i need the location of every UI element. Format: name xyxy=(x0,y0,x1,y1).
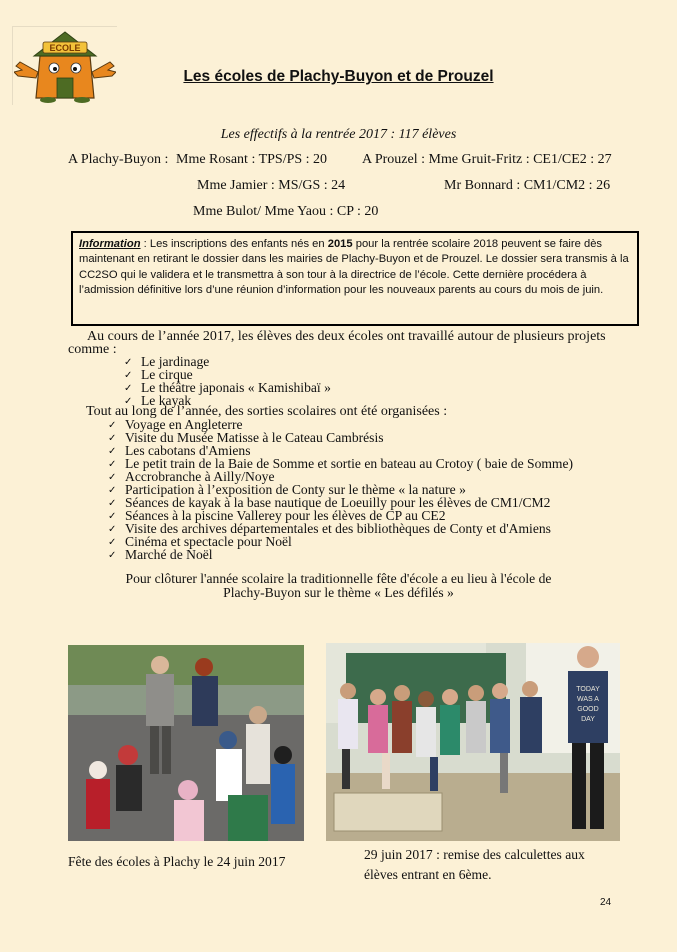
class-prouzel-2: Mr Bonnard : CM1/CM2 : 26 xyxy=(444,178,611,193)
check-icon: ✓ xyxy=(108,524,117,535)
information-text-2: pour la rentrée scolaire 2018 peuvent se faire dès maintenant en retirant le dossier dans les mairies de Plachy-Buyon et de Prouzel. Le dossier sera transmis à la CC2SO qui le validera et le transmettra à son tour à la directrice de l’école. Cette dernière procédera à l’admission définitive lors d’une réunion d’information pour les nouveaux parents au cours du mois de juin. xyxy=(79,238,629,297)
photo-left-caption: Fête des écoles à Plachy le 24 juin 2017 xyxy=(68,854,286,869)
svg-text:GOOD: GOOD xyxy=(577,706,599,713)
list-item: ✓ Le kayak xyxy=(124,393,192,408)
information-text-1: : Les inscriptions des enfants nés en xyxy=(140,238,328,250)
check-icon: ✓ xyxy=(108,433,117,444)
information-year: 2015 xyxy=(327,238,353,250)
list-item: ✓ Marché de Noël xyxy=(108,547,213,562)
projects-intro: Au cours de l’année 2017, les élèves des deux écoles ont travaillé autour de plusieurs projets xyxy=(87,329,606,344)
check-icon: ✓ xyxy=(108,446,117,457)
plachy-label: A Plachy-Buyon : xyxy=(68,152,169,167)
class-plachy-3: Mme Bulot/ Mme Yaou : CP : 20 xyxy=(193,204,379,219)
list-item: ✓ Séances de kayak à la base nautique de Loeuilly pour les élèves de CM1/CM2 xyxy=(108,495,551,510)
list-item: ✓ Le jardinage xyxy=(124,354,210,369)
class-prouzel-1: A Prouzel : Mme Gruit-Fritz : CE1/CE2 : 27 xyxy=(362,152,612,167)
tshirt-text: TODAY xyxy=(576,686,600,693)
list-item: ✓ Le théâtre japonais « Kamishibaï » xyxy=(124,380,331,395)
information-box xyxy=(71,231,639,326)
projects-intro-cont: comme : xyxy=(68,342,117,357)
check-icon: ✓ xyxy=(108,498,117,509)
projects-list xyxy=(124,354,331,408)
svg-text:WAS A: WAS A xyxy=(577,696,599,703)
check-icon: ✓ xyxy=(108,420,117,431)
check-icon: ✓ xyxy=(108,550,117,561)
list-item: ✓ Visite du Musée Matisse à le Cateau Cambrésis xyxy=(108,430,384,445)
check-icon: ✓ xyxy=(108,485,117,496)
logo-text: ECOLE xyxy=(49,43,81,53)
check-icon: ✓ xyxy=(124,370,133,381)
list-item: ✓ Les cabotans d'Amiens xyxy=(108,443,251,458)
ecole-logo xyxy=(14,26,116,104)
photo-calculators xyxy=(326,643,620,841)
list-item: ✓ Voyage en Angleterre xyxy=(108,417,243,432)
check-icon: ✓ xyxy=(108,537,117,548)
list-item: ✓ Le petit train de la Baie de Somme et sortie en bateau au Crotoy ( baie de Somme) xyxy=(108,456,574,471)
page-title: Les écoles de Plachy-Buyon et de Prouzel xyxy=(183,68,494,85)
list-item: ✓ Cinéma et spectacle pour Noël xyxy=(108,534,292,549)
list-item: ✓ Participation à l’exposition de Conty sur le thème « la nature » xyxy=(108,482,466,497)
class-plachy-1: Mme Rosant : TPS/PS : 20 xyxy=(176,152,328,167)
outings-intro: Tout au long de l’année, des sorties scolaires ont été organisées : xyxy=(86,404,448,419)
list-item: ✓ Séances à la piscine Vallerey pour les élèves de CP au CE2 xyxy=(108,508,446,523)
check-icon: ✓ xyxy=(108,511,117,522)
check-icon: ✓ xyxy=(124,357,133,368)
list-item: ✓ Accrobranche à Ailly/Noye xyxy=(108,469,275,484)
check-icon: ✓ xyxy=(124,383,133,394)
page-number: 24 xyxy=(600,897,612,908)
class-plachy-2: Mme Jamier : MS/GS : 24 xyxy=(197,178,346,193)
check-icon: ✓ xyxy=(108,459,117,470)
list-item: ✓ Le cirque xyxy=(124,367,193,382)
check-icon: ✓ xyxy=(108,472,117,483)
photo-school-party xyxy=(68,645,304,841)
effectifs-line: Les effectifs à la rentrée 2017 : 117 élèves xyxy=(220,127,457,142)
check-icon: ✓ xyxy=(124,396,133,407)
outings-list xyxy=(108,417,574,562)
photo-right-caption: 29 juin 2017 : remise des calculettes aux élèves entrant en 6ème. xyxy=(364,847,585,882)
svg-text:DAY: DAY xyxy=(581,716,595,723)
list-item: ✓ Visite des archives départementales et des bibliothèques de Conty et d'Amiens xyxy=(108,521,551,536)
information-label: Information xyxy=(79,238,141,250)
closing-paragraph: Pour clôturer l'année scolaire la traditionnelle fête d'école a eu lieu à l'école de Plachy-Buyon sur le thème « Les défilés » xyxy=(125,571,552,600)
